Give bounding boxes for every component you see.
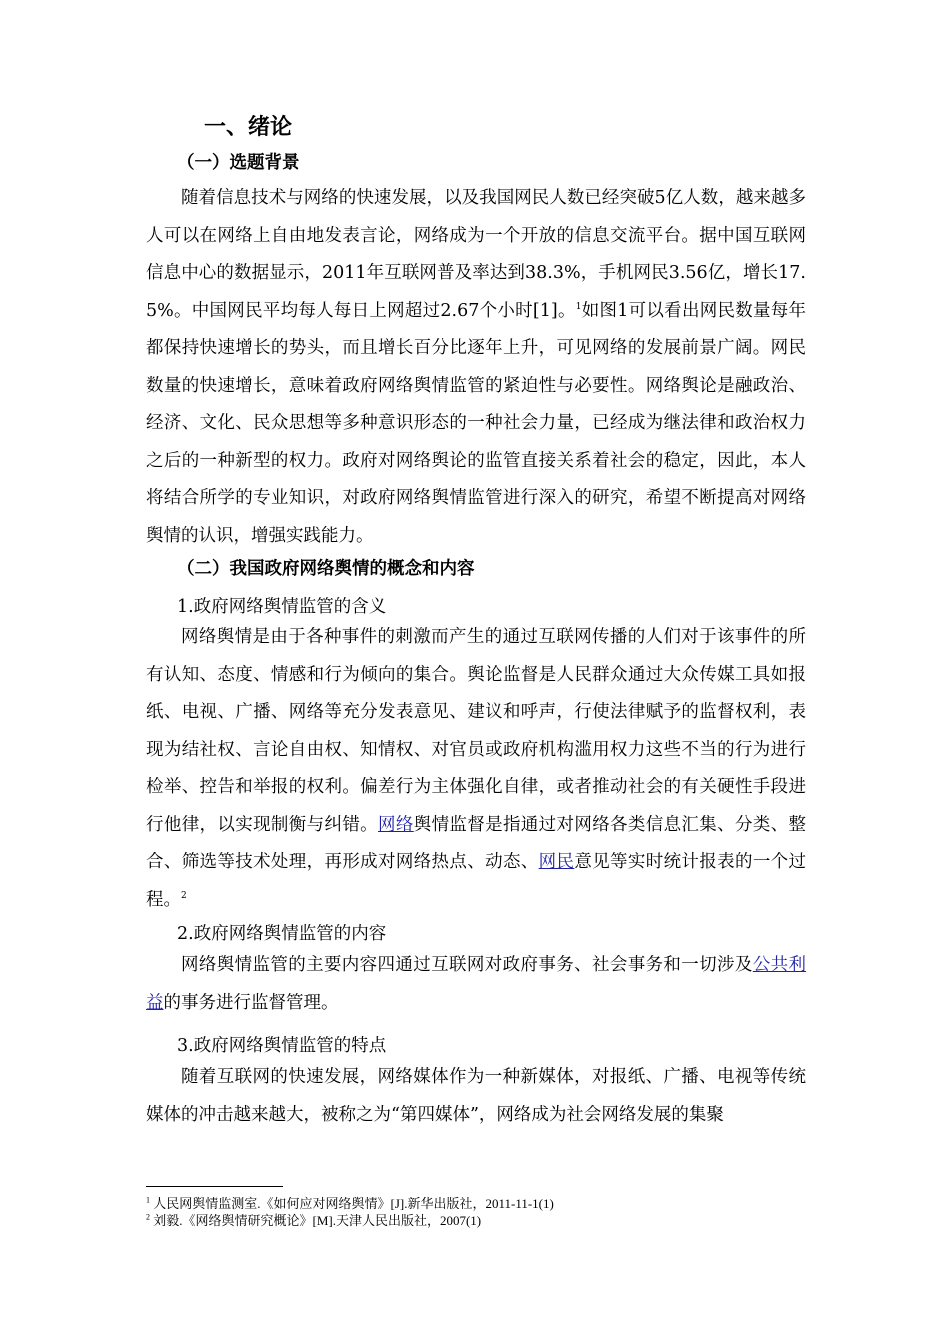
footnote-mark: 1 [146,1195,150,1205]
section-heading-concept: （二）我国政府网络舆情的概念和内容 [177,559,475,579]
paragraph-text: 如图1可以看出网民数量每年都保持快速增长的势头，而且增长百分比逐年上升，可见网络的发展前景广阔。网民数量的快速增长，意味着政府网络舆情监管的紧迫性与必要性。网络舆论是融政治、经济、文化、民众思想等多种意识形态的一种社会力量，已经成为继法律和政治权力之后的一种新型的权力。政府对网络舆论的监管直接关系着社会的稳定，因此，本人将结合所学的专业知识，对政府网络舆情监管进行深入的研究，希望不断提高对网络舆情的认识，增强实践能力。 [146,300,807,546]
footnote-text: 刘毅.《网络舆情研究概论》[M].天津人民出版社，2007(1) [150,1213,482,1228]
paragraph-meaning [146,619,806,919]
paragraph-background [146,180,806,555]
chapter-heading: 一、绪论 [204,115,293,140]
paragraph-text: 网络舆情监管的主要内容四通过互联网对政府事务、社会事务和一切涉及 [181,955,753,975]
link-public-interest[interactable]: 公共利益 [146,955,807,1013]
subsection-heading-meaning: 1.政府网络舆情监管的含义 [177,597,387,617]
paragraph-content [146,947,806,1022]
footnote-text: 人民网舆情监测室.《如何应对网络舆情》[J].新华出版社，2011-11-1(1) [150,1196,554,1211]
paragraph-text: 的事务进行监督管理。 [163,992,339,1013]
link-network[interactable]: 网络 [378,814,414,835]
footnote-1 [146,1196,846,1212]
footnote-separator [146,1186,283,1187]
link-netizen[interactable]: 网民 [538,852,575,872]
subsection-heading-features: 3.政府网络舆情监管的特点 [177,1036,387,1056]
subsection-heading-content: 2.政府网络舆情监管的内容 [177,924,387,944]
footnote-ref[interactable]: 2 [181,890,187,901]
footnote-2 [146,1213,846,1229]
paragraph-text: 意见等实时统计报表的一个过程。 [146,852,807,910]
footnote-mark: 2 [146,1212,150,1222]
section-heading-background: （一）选题背景 [177,153,300,173]
paragraph-text: 网络舆情是由于各种事件的刺激而产生的通过互联网传播的人们对于该事件的所有认知、态度、情感和行为倾向的集合。舆论监督是人民群众通过大众传媒工具如报纸、电视、广播、网络等充分发表意见、建议和呼声，行使法律赋予的监督权利，表现为结社权、言论自由权、知情权、对官员或政府机构滥用权力这些不当的行为进行检举、控告和举报的权利。偏差行为主体强化自律，或者推动社会的有关硬性手段进行他律，以实现制衡与纠错。 [146,627,806,835]
paragraph-features: 随着互联网的快速发展，网络媒体作为一种新媒体，对报纸、广播、电视等传统媒体的冲击越来越大，被称之为“第四媒体”，网络成为社会网络发展的集聚 [146,1067,806,1125]
footnote-ref[interactable]: 1 [575,301,582,312]
paragraph-text: 随着信息技术与网络的快速发展，以及我国网民人数已经突破5亿人数，越来越多人可以在网络上自由地发表言论，网络成为一个开放的信息交流平台。据中国互联网信息中心的数据显示，2011年互联网普及率达到38.3%，手机网民3.56亿，增长17.5%。中国网民平均每人每日上网超过2.67个小时[1]。 [146,188,806,321]
paragraph-text: 舆情监督是指通过对网络各类信息汇集、分类、整合、筛选等技术处理，再形成对网络热点、动态、 [146,814,807,872]
